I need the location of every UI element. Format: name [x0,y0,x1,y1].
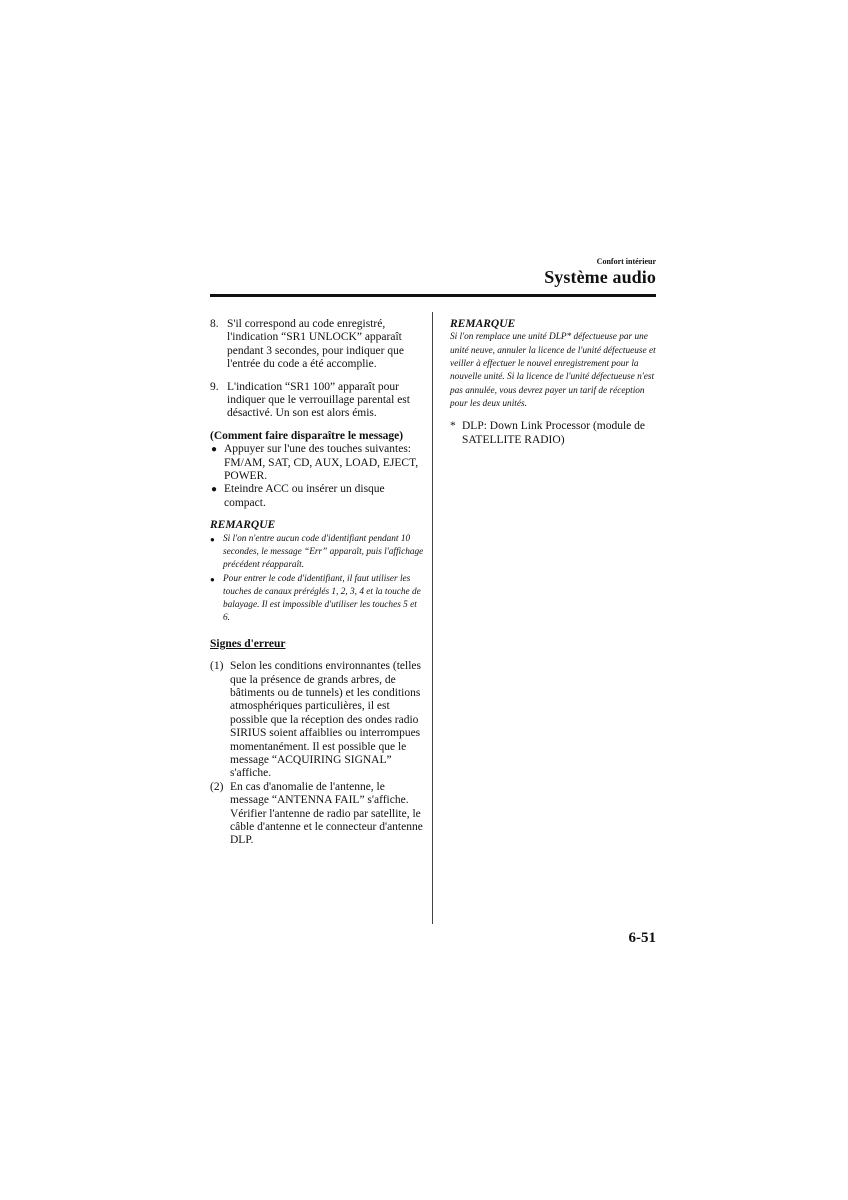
page-number: 6-51 [628,930,656,946]
list-item: ● Appuyer sur l'une des touches suivantes: FM/AM, SAT, CD, AUX, LOAD, EJECT, POWER. [211,443,419,483]
error-text: Selon les conditions environnantes (telles que la présence de grands arbres, de bâtiments ou de tunnels) et les conditions atmosphériques particulières, il est possible que la réception des ondes radio SIRIUS soient affaiblies ou interrompues momentanément. Il est possible que le message “ACQUIRING SIGNAL” s'affiche. [230,660,421,780]
step-9 [210,381,425,421]
section-label: Confort intérieur [596,257,656,266]
page-title: Système audio [544,267,656,287]
note-title: REMARQUE [450,318,516,330]
note-item: ● Si l'on n'entre aucun code d'identifiant pendant 10 secondes, le message “Err” apparaît, puis l'affichage précédent réapparaît. [210,533,425,573]
header-rule [210,294,656,297]
footnote-text: DLP: Down Link Processor (module de SATELLITE RADIO) [462,420,646,446]
error-number: (2) [210,780,224,793]
bullet-icon: ● [210,574,215,584]
left-column [210,318,425,848]
right-column [450,318,660,447]
bullet-icon: ● [211,484,218,496]
bullet-icon: ● [211,444,218,456]
note-item: ● Pour entrer le code d'identifiant, il faut utiliser les touches de canaux préréglés 1, 2, 3, 4 et la touche de balayage. Il est impossible d'utiliser les touches 5 et 6. [210,573,425,626]
footnote-mark: * [450,420,456,433]
bullet-icon: ● [210,534,215,544]
clear-message-heading: (Comment faire disparaître le message) [210,429,404,442]
step-text: L'indication “SR1 100” apparaît pour indiquer que le verrouillage parental est désactivé. Un son est alors émis. [227,380,410,420]
step-8 [210,318,425,372]
column-divider [432,312,433,924]
footnote [450,420,660,447]
note-title: REMARQUE [210,519,276,532]
error-text: En cas d'anomalie de l'antenne, le message “ANTENNA FAIL” s'affiche. Vérifier l'antenne de radio par satellite, le câble d'antenne et le connecteur d'antenne DLP. [230,780,423,847]
error-item [210,660,425,781]
errors-heading: Signes d'erreur [210,637,286,650]
step-number: 9. [210,380,219,393]
step-text: S'il correspond au code enregistré, l'indication “SR1 UNLOCK” apparaît pendant 3 secondes, pour indiquer que l'entrée du code a été accomplie. [227,318,404,371]
list-item: ● Eteindre ACC ou insérer un disque compact. [211,483,385,509]
note-text: Si l'on remplace une unité DLP* défectueuse par une unité neuve, annuler la licence de l'unité défectueuse et veiller à effectuer le nouvel enregistrement pour la nouvelle unité. Si la licence de l'unité défectueuse n'est pas annulée, vous devrez payer un tarif de réception pour les deux unités. [450,332,656,409]
step-number: 8. [210,318,219,330]
error-item [210,781,425,848]
error-number: (1) [210,660,224,673]
